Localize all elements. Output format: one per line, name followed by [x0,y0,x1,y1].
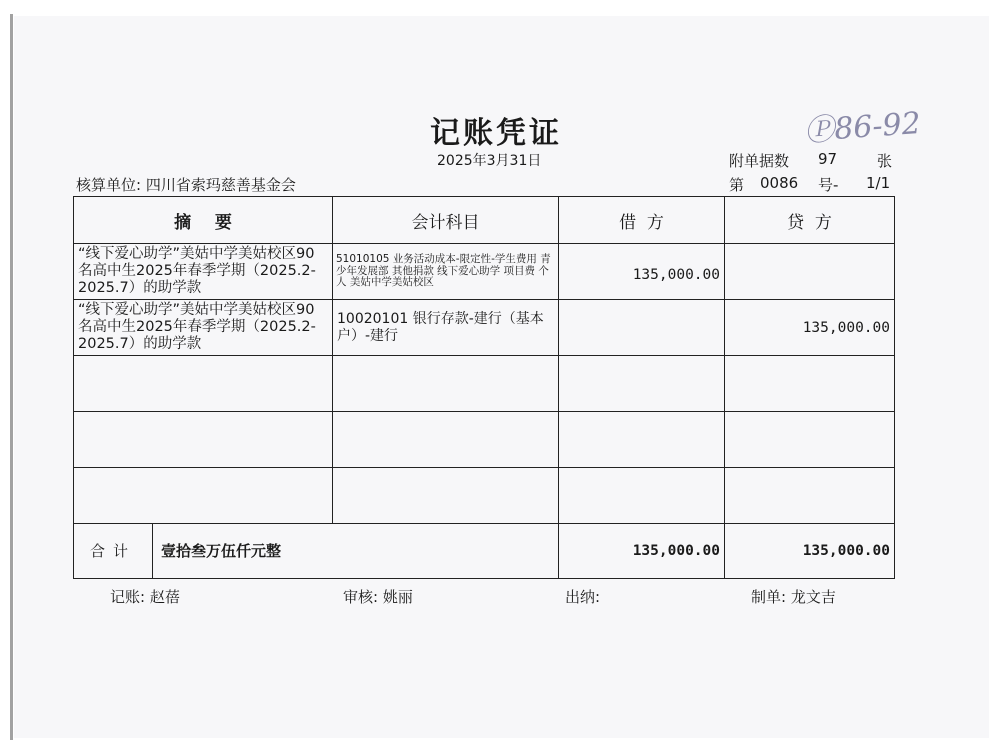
attachments-unit: 张 [877,152,893,170]
attachments-count: 97 [818,150,838,168]
empty-row [74,468,895,524]
table-row [74,244,895,300]
voucher-title: 记账凭证 [430,116,562,151]
row-credit: 135,000.00 [725,300,895,356]
accounting-unit: 核算单位: 四川省索玛慈善基金会 [76,176,296,194]
voucher-no-suffix: 号- [818,176,839,194]
table-header-row [74,197,895,244]
empty-row [74,412,895,468]
total-credit: 135,000.00 [725,524,895,579]
row-account: 10020101 银行存款-建行（基本户）-建行 [333,300,559,356]
total-label-cell [74,524,559,579]
bookkeeper-signature: 记账: 赵蓓 [110,588,180,606]
voucher-no-value: 0086 [760,174,799,192]
total-row [74,524,895,579]
reviewer-signature: 审核: 姚丽 [343,588,413,606]
row-summary: “线下爱心助学”美姑中学美姑校区90名高中生2025年春季学期（2025.2-2025.7）的助学款 [74,300,333,356]
empty-row [74,356,895,412]
total-amount-words: 壹拾叁万伍仟元整 [161,542,282,560]
preparer-signature: 制单: 龙文吉 [751,588,836,606]
table-row [74,300,895,356]
scan-edge [10,14,13,740]
header-account: 会计科目 [333,197,559,244]
handwritten-note: Ⓟ86-92 [803,105,922,150]
header-summary: 摘 要 [74,197,333,244]
header-debit: 借 方 [559,197,725,244]
voucher-page: 1/1 [866,174,891,192]
row-debit [559,300,725,356]
cashier-signature: 出纳: [565,588,601,606]
voucher-no-prefix: 第 [729,176,745,194]
row-debit: 135,000.00 [559,244,725,300]
row-summary: “线下爱心助学”美姑中学美姑校区90名高中生2025年春季学期（2025.2-2025.7）的助学款 [74,244,333,300]
voucher-date: 2025年3月31日 [437,153,542,169]
total-debit: 135,000.00 [559,524,725,579]
attachments-label: 附单据数 [729,152,790,170]
header-credit: 贷 方 [725,197,895,244]
total-label: 合计 [74,524,153,578]
voucher-table [73,196,895,579]
row-account: 51010105 业务活动成本-限定性-学生费用 青少年发展部 其他捐款 线下爱心助学 项目费 个人 美姑中学美姑校区 [333,244,559,300]
row-credit [725,244,895,300]
